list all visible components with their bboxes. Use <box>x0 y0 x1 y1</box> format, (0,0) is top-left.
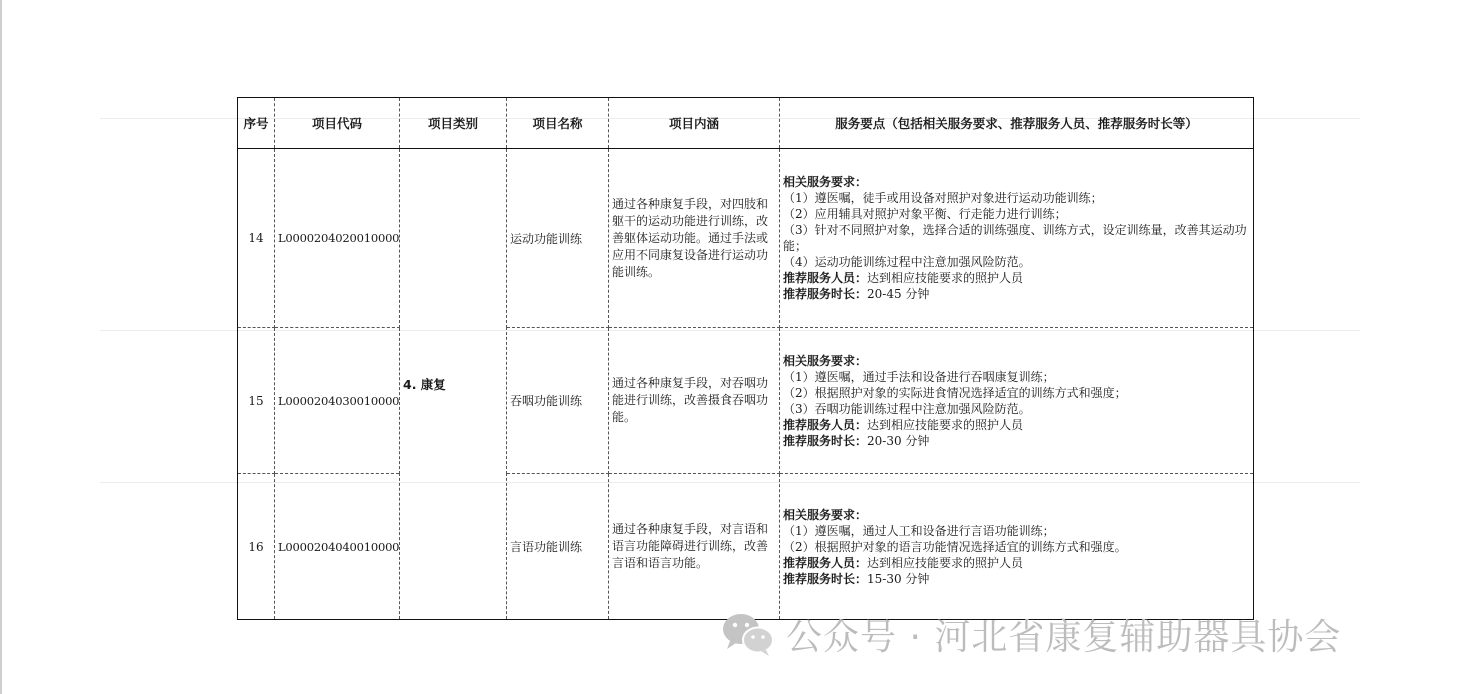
requirement-item: （2）应用辅具对照护对象平衡、行走能力进行训练； <box>783 207 1067 221</box>
row-seq: 15 <box>238 328 275 474</box>
staff-value: 达到相应技能要求的照护人员 <box>867 417 1024 432</box>
header-content: 项目内涵 <box>609 98 780 149</box>
staff-label: 推荐服务人员： <box>783 417 868 432</box>
watermark-text: 公众号 · 河北省康复辅助器具协会 <box>786 616 1342 658</box>
header-service-points: 服务要点（包括相关服务要求、推荐服务人员、推荐服务时长等） <box>780 98 1254 149</box>
row-code: L0000204040010000 <box>275 474 400 620</box>
service-items-table <box>237 97 1254 620</box>
row-content: 通过各种康复手段，对言语和语言功能障碍进行训练，改善言语和语言功能。 <box>609 474 780 620</box>
requirement-item: （4）运动功能训练过程中注意加强风险防范。 <box>783 255 1031 269</box>
requirements-label: 相关服务要求： <box>783 353 868 368</box>
row-name: 言语功能训练 <box>507 474 609 620</box>
time-line <box>783 433 1250 449</box>
row-seq: 16 <box>238 474 275 620</box>
row-service-points <box>780 149 1254 328</box>
row-name: 运动功能训练 <box>507 149 609 328</box>
time-label: 推荐服务时长： <box>783 287 868 301</box>
table-row <box>238 328 1254 474</box>
table-header-row <box>238 98 1254 149</box>
row-name: 吞咽功能训练 <box>507 328 609 474</box>
time-line <box>783 571 1250 587</box>
page-edge <box>0 0 2 694</box>
staff-label: 推荐服务人员： <box>783 555 868 570</box>
time-value: 15-30 分钟 <box>867 571 930 586</box>
row-service-points <box>780 328 1254 474</box>
row-content: 通过各种康复手段，对吞咽功能进行训练，改善摄食吞咽功能。 <box>609 328 780 474</box>
row-code: L0000204030010000 <box>275 328 400 474</box>
requirements-label: 相关服务要求： <box>783 175 868 189</box>
header-code: 项目代码 <box>275 98 400 149</box>
wechat-logo-icon <box>720 610 776 658</box>
requirement-item: （2）根据照护对象的语言功能情况选择适宜的训练方式和强度。 <box>783 539 1127 554</box>
requirement-item: （1）遵医嘱，通过手法和设备进行吞咽康复训练； <box>783 369 1055 384</box>
time-label: 推荐服务时长： <box>783 571 868 586</box>
requirement-item: （1）遵医嘱，徒手或用设备对照护对象进行运动功能训练； <box>783 191 1103 205</box>
requirement-item: （1）遵医嘱，通过人工和设备进行言语功能训练； <box>783 523 1055 538</box>
table-row <box>238 474 1254 620</box>
header-seq: 序号 <box>238 98 275 149</box>
time-line <box>783 286 1250 302</box>
staff-value: 达到相应技能要求的照护人员 <box>867 555 1024 570</box>
requirements-label: 相关服务要求： <box>783 507 868 522</box>
watermark <box>720 608 1341 660</box>
row-service-points <box>780 474 1254 620</box>
row-content: 通过各种康复手段，对四肢和躯干的运动功能进行训练，改善躯体运动功能。通过手法或应用不同康复设备进行运动功能训练。 <box>609 149 780 328</box>
header-name: 项目名称 <box>507 98 609 149</box>
table-row <box>238 149 1254 328</box>
requirement-item: （3）吞咽功能训练过程中注意加强风险防范。 <box>783 401 1031 416</box>
staff-line <box>783 417 1250 433</box>
row-code: L0000204020010000 <box>275 149 400 328</box>
row-seq: 14 <box>238 149 275 328</box>
staff-line <box>783 270 1250 286</box>
staff-line <box>783 555 1250 571</box>
time-label: 推荐服务时长： <box>783 433 868 448</box>
requirement-item: （2）根据照护对象的实际进食情况选择适宜的训练方式和强度； <box>783 385 1127 400</box>
staff-label: 推荐服务人员： <box>783 271 868 285</box>
time-value: 20-45 分钟 <box>867 287 930 301</box>
category-cell: 4. 康复 <box>400 149 507 620</box>
header-category: 项目类别 <box>400 98 507 149</box>
requirement-item: （3）针对不同照护对象，选择合适的训练强度、训练方式，设定训练量，改善其运动功能； <box>783 223 1247 253</box>
staff-value: 达到相应技能要求的照护人员 <box>867 271 1024 285</box>
time-value: 20-30 分钟 <box>867 433 930 448</box>
